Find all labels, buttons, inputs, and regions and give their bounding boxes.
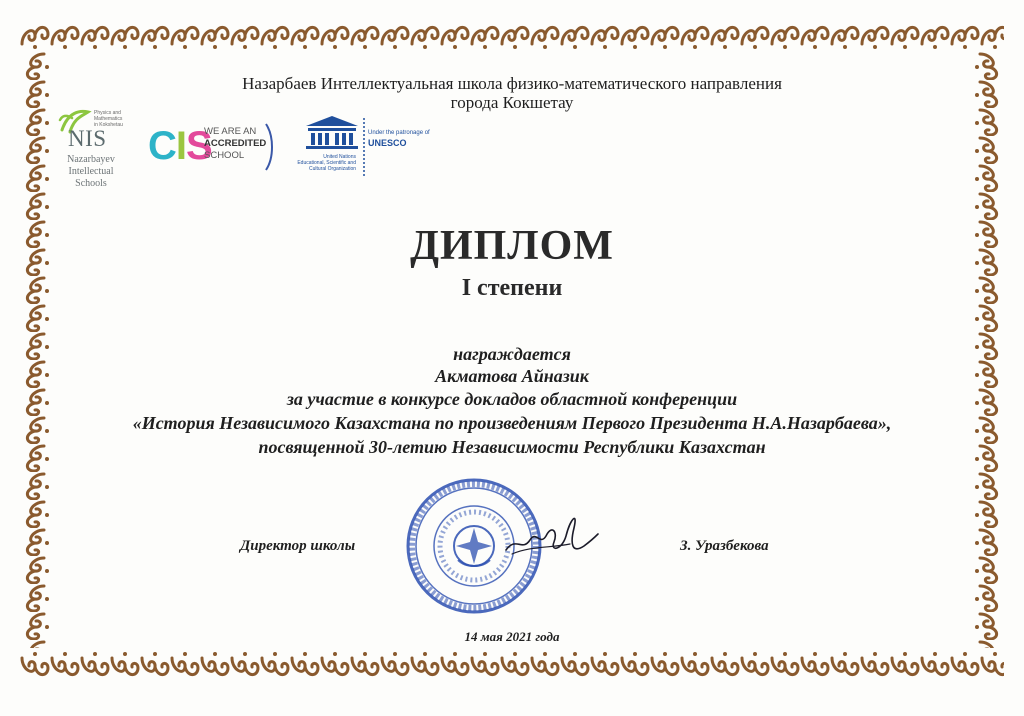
nis-logo [58,108,138,200]
signature-position: Директор школы [240,538,356,554]
nis-small-line1: Physics and [94,110,121,116]
diploma-title: ДИПЛОМ [410,223,614,269]
director-signature [500,506,600,562]
unesco-patronage-line1: Under the patronage of [368,130,430,136]
body-line1: за участие в конкурсе докладов областной конференции [286,389,738,409]
unesco-logo [282,112,452,182]
ornament-border-left [18,52,52,648]
ornament-border-top [20,18,1004,52]
unesco-divider-icon [362,118,366,178]
unesco-temple-icon [304,114,360,150]
recipient-name: Акматова Айназик [435,366,589,386]
diploma-degree: I степени [461,275,563,301]
body-line2: «История Независимого Казахстана по произведениям Первого Президента Н.А.Назарбаева», [132,413,892,433]
nis-small-line3: in Kokshetau [94,122,123,128]
ornament-border-bottom [20,648,1004,684]
unesco-org-line3: Cultural Organization [309,166,356,172]
issue-date: 14 мая 2021 года [464,629,560,644]
nis-logo-text: NIS [68,126,107,151]
signature-name: З. Уразбекова [680,538,769,554]
cis-arc-icon [264,122,274,172]
nis-sub-line2: Intellectual [68,166,114,177]
school-name-line2: города Кокшетау [450,93,574,112]
body-line3: посвященной 30-летию Независимости Республики Казахстан [258,437,766,457]
awarded-text: награждается [453,344,571,364]
cis-line3: SCHOOL [204,150,245,161]
ornament-border-right [972,52,1006,648]
school-name-line1: Назарбаев Интеллектуальная школа физико-математического направления [242,74,782,93]
nis-sub-line1: Nazarbayev [67,154,115,165]
nis-small-line2: Mathematics [94,116,123,122]
unesco-patronage-line2: UNESCO [368,138,407,148]
unesco-org-line1: United Nations [323,154,356,160]
cis-logo-word: CIS [148,124,212,168]
cis-line2: ACCREDITED [204,138,267,149]
cis-logo [148,120,278,176]
nis-sub-line3: Schools [75,178,107,189]
unesco-org-line2: Educational, Scientific and [297,160,356,166]
cis-line1: WE ARE AN [204,126,257,137]
